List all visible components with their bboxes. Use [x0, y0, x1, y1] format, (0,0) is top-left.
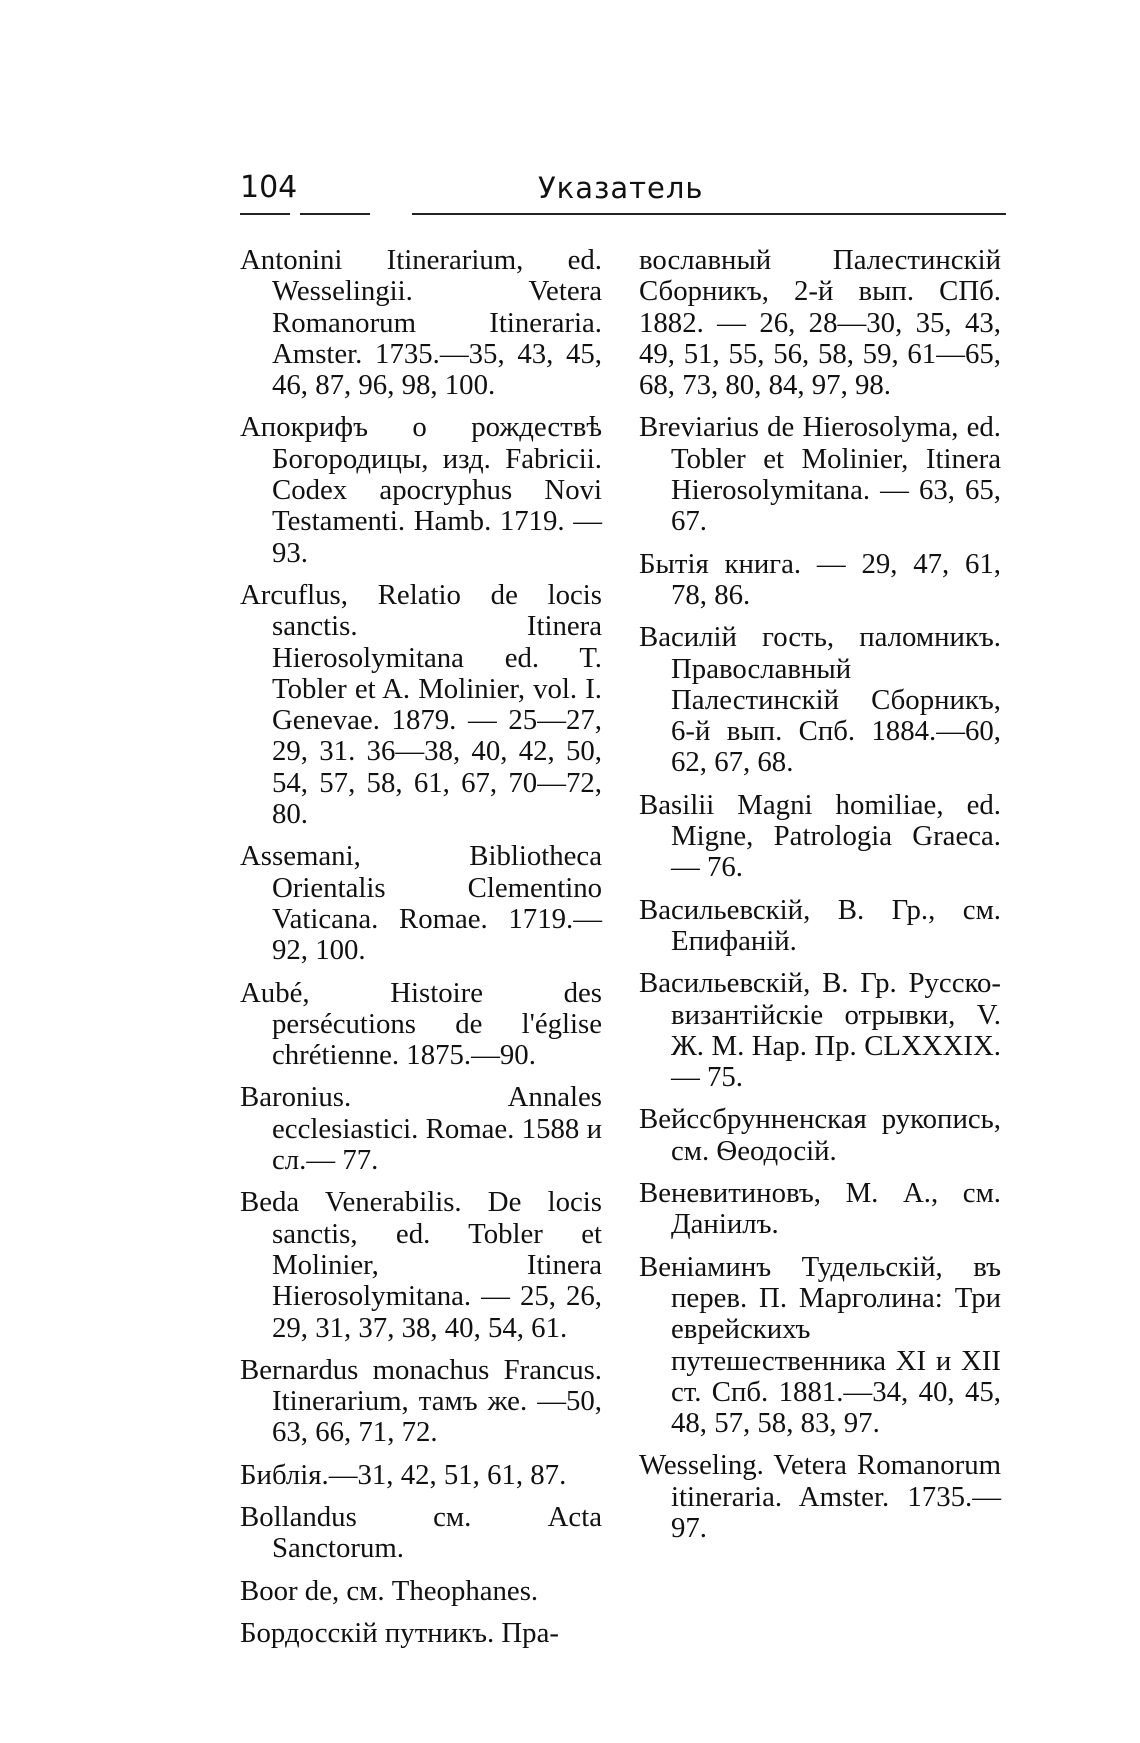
- index-entry: Библія.—31, 42, 51, 61, 87.: [240, 1458, 567, 1491]
- index-entry: Antonini Itinerarium, ed. Wesselingii. Vetera Romanorum Itineraria. Amster. 1735.—35, 43, 45, 46, 87, 96, 98, 100.: [240, 244, 602, 402]
- index-entry: Василій гость, паломникъ. Православный Палестинскій Сборникъ, 6-й вып. Спб. 1884.—60, 62, 67, 68.: [639, 621, 1001, 779]
- index-entry: Васильевскій, В. Гр. Русско-византійскіе отрывки, V. Ж. М. Нар. Пр. CLXXXIX. — 75.: [639, 967, 1001, 1094]
- index-entry: Boor de, см. Theophanes.: [240, 1574, 539, 1607]
- index-entry: Basilii Magni homiliae, ed. Migne, Patrologia Graeca. — 76.: [639, 788, 1001, 884]
- index-entry-continuation: вославный Палестинскій Сборникъ, 2-й вып. СПб. 1882. — 26, 28—30, 35, 43, 49, 51, 55, 56, 58, 59, 61—65, 68, 73, 80, 84, 97, 98.: [639, 244, 1001, 402]
- index-column-right: [639, 245, 1001, 1555]
- index-entry: Бытія книга. — 29, 47, 61, 78, 86.: [639, 547, 1001, 611]
- index-entry: Вейссбрунненская рукопись, см. Ѳеодосій.: [639, 1103, 1001, 1167]
- index-entry: Aubé, Histoire des persécutions de l'église chrétienne. 1875.—90.: [240, 976, 602, 1072]
- index-entry: Baronius. Annales ecclesiastici. Romae. 1588 и сл.— 77.: [240, 1081, 602, 1177]
- page-number: 104: [240, 170, 298, 205]
- header-rule: [240, 213, 290, 215]
- index-entry: Arcuflus, Relatio de locis sanctis. Itinera Hierosolymitana ed. T. Tobler et A. Molinier, vol. I. Genevae. 1879. — 25—27, 29, 31. 36—38, 40, 42, 50, 54, 57, 58, 61, 67, 70—72, 80.: [240, 578, 602, 831]
- index-entry: Breviarius de Hierosolyma, ed. Tobler et Molinier, Itinera Hierosolymitana. — 63, 65, 67.: [639, 411, 1001, 538]
- index-entry: Апокрифъ о рождествѣ Богородицы, изд. Fabricii. Codex apocryphus Novi Testamenti. Hamb. 1719. — 93.: [240, 411, 602, 569]
- index-entry: Bernardus monachus Francus. Itinerarium, тамъ же. —50, 63, 66, 71, 72.: [240, 1353, 602, 1449]
- page-header: [240, 168, 1005, 212]
- index-entry: Wesseling. Vetera Romanorum itineraria. Amster. 1735.—97.: [639, 1449, 1001, 1544]
- index-entry: Бордосскій путникъ. Пра-: [240, 1616, 559, 1649]
- index-column-left: [240, 245, 602, 1660]
- header-rule: [300, 213, 370, 215]
- index-entry: Васильевскій, В. Гр., см. Епифаній.: [639, 893, 1001, 957]
- header-rule: [412, 213, 1006, 215]
- index-entry: Bollandus см. Acta Sanctorum.: [240, 1500, 602, 1565]
- index-entry: Beda Venerabilis. De locis sanctis, ed. Tobler et Molinier, Itinera Hierosolymitana. — 25, 26, 29, 31, 37, 38, 40, 54, 61.: [240, 1186, 602, 1344]
- running-title: Указатель: [538, 171, 704, 205]
- index-entry: Веневитиновъ, М. А., см. Даніилъ.: [639, 1177, 1001, 1241]
- index-entry: Веніаминъ Тудельскій, въ перев. П. Марголина: Три еврейскихъ путешественника XI и XII ст. Спб. 1881.—34, 40, 45, 48, 57, 58, 83, 97.: [639, 1250, 1001, 1440]
- index-entry: Assemani, Bibliotheca Orientalis Clementino Vaticana. Romae. 1719.—92, 100.: [240, 840, 602, 967]
